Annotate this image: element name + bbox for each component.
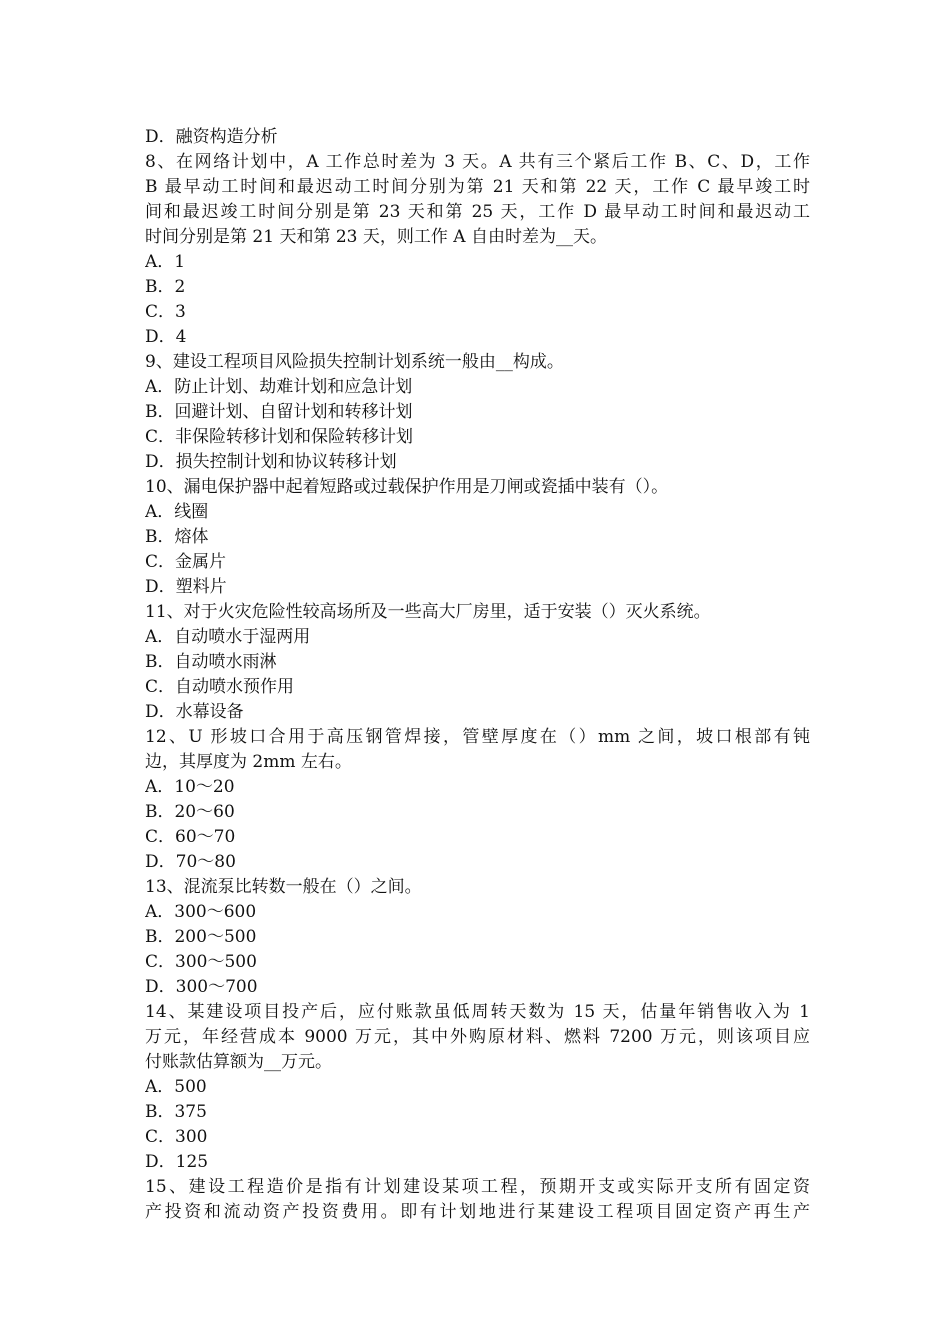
question-line: 15、建设工程造价是指有计划建设某项工程，预期开支或实际开支所有固定资 xyxy=(145,1177,810,1197)
option-line: A．自动喷水于湿两用 xyxy=(145,627,311,647)
option-line: D．塑料片 xyxy=(145,577,227,597)
option-line: A．线圈 xyxy=(145,502,209,522)
question-line: 10、漏电保护器中起着短路或过载保护作用是刀闸或瓷插中装有（）。 xyxy=(145,477,669,497)
option-line: D．水幕设备 xyxy=(145,702,244,722)
option-line: D．损失控制计划和协议转移计划 xyxy=(145,452,397,472)
option-line: C．非保险转移计划和保险转移计划 xyxy=(145,427,414,447)
option-line: A．防止计划、劫难计划和应急计划 xyxy=(145,377,413,397)
question-line: 万元，年经营成本 9000 万元，其中外购原材料、燃料 7200 万元，则该项目应 xyxy=(145,1027,810,1047)
option-line: A．300～600 xyxy=(145,902,257,922)
option-line: B．熔体 xyxy=(145,527,209,547)
question-line: 14、某建设项目投产后，应付账款虽低周转天数为 15 天，估量年销售收入为 1 xyxy=(145,1002,810,1022)
option-line: C．3 xyxy=(145,302,186,322)
option-line: A．500 xyxy=(145,1077,207,1097)
option-line: C．金属片 xyxy=(145,552,227,572)
question-line: 8、在网络计划中，A 工作总时差为 3 天。A 共有三个紧后工作 B、C、D，工作 xyxy=(145,152,810,172)
question-line: B 最早动工时间和最迟动工时间分别为第 21 天和第 22 天，工作 C 最早竣工时 xyxy=(145,177,810,197)
question-line: 9、建设工程项目风险损失控制计划系统一般由__构成。 xyxy=(145,352,564,372)
option-line: A．10～20 xyxy=(145,777,235,797)
question-line: 时间分别是第 21 天和第 23 天，则工作 A 自由时差为__天。 xyxy=(145,227,607,247)
option-line: B．375 xyxy=(145,1102,207,1122)
question-line: 13、混流泵比转数一般在（）之间。 xyxy=(145,877,422,897)
option-line: C．60～70 xyxy=(145,827,236,847)
option-line: C．自动喷水预作用 xyxy=(145,677,295,697)
option-line: D．70～80 xyxy=(145,852,236,872)
option-line: B．200～500 xyxy=(145,927,257,947)
option-line: B．回避计划、自留计划和转移计划 xyxy=(145,402,413,422)
option-line: D．融资构造分析 xyxy=(145,127,278,147)
question-line: 11、对于火灾危险性较高场所及一些高大厂房里，适于安装（）灭火系统。 xyxy=(145,602,711,622)
option-line: C．300～500 xyxy=(145,952,257,972)
option-line: D．300～700 xyxy=(145,977,258,997)
option-line: C．300 xyxy=(145,1127,208,1147)
document-page xyxy=(145,125,810,1225)
option-line: D．4 xyxy=(145,327,187,347)
option-line: D．125 xyxy=(145,1152,209,1172)
option-line: B．2 xyxy=(145,277,186,297)
question-line: 12、U 形坡口合用于高压钢管焊接，管壁厚度在（）mm 之间，坡口根部有钝 xyxy=(145,727,810,747)
question-line: 边，其厚度为 2mm 左右。 xyxy=(145,752,352,772)
question-line: 产投资和流动资产投资费用。即有计划地进行某建设工程项目固定资产再生产 xyxy=(145,1202,810,1222)
option-line: A．1 xyxy=(145,252,186,272)
option-line: B．20～60 xyxy=(145,802,235,822)
question-line: 付账款估算额为__万元。 xyxy=(145,1052,332,1072)
question-line: 间和最迟竣工时间分别是第 23 天和第 25 天，工作 D 最早动工时间和最迟动工 xyxy=(145,202,810,222)
option-line: B．自动喷水雨淋 xyxy=(145,652,277,672)
